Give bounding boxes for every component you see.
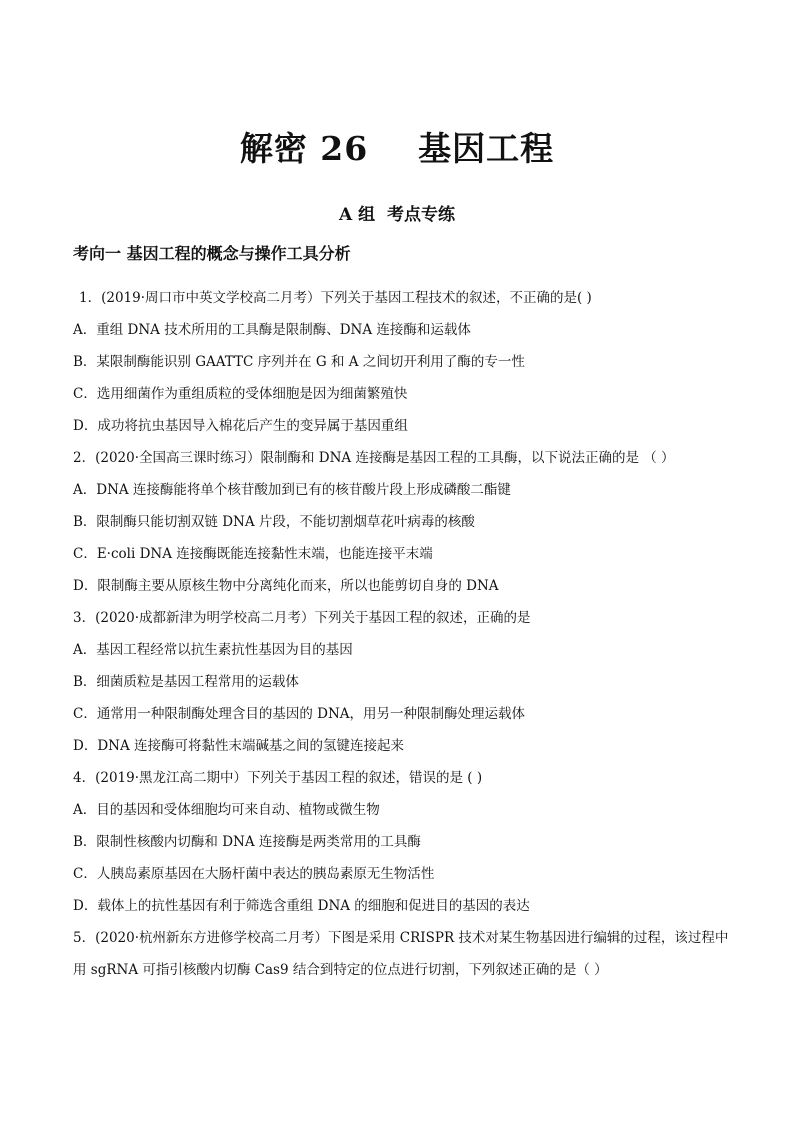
option: C．选用细菌作为重组质粒的受体细胞是因为细菌繁殖快: [73, 386, 408, 402]
group-title: A 组 考点专练: [339, 205, 455, 225]
question-stem: 3．(2020·成都新津为明学校高二月考）下列关于基因工程的叙述，正确的是: [73, 610, 531, 626]
option: C．人胰岛素原基因在大肠杆菌中表达的胰岛素原无生物活性: [73, 866, 435, 882]
question-stem: 1．(2019·周口市中英文学校高二月考）下列关于基因工程技术的叙述，不正确的是( ): [79, 290, 592, 306]
question-stem: 5．(2020·杭州新东方进修学校高二月考）下图是采用 CRISPR 技术对某生物基因进行编辑的过程，该过程中用 sgRNA 可指引核酸内切酶 Cas9 结合到特定的位点进行切割，下列叙述正确的是（ ）: [73, 930, 729, 978]
option: A．基因工程经常以抗生素抗性基因为目的基因: [73, 642, 353, 658]
option: B．限制性核酸内切酶和 DNA 连接酶是两类常用的工具酶: [73, 834, 421, 850]
option: B．某限制酶能识别 GAATTC 序列并在 G 和 A 之间切开利用了酶的专一性: [73, 354, 525, 370]
option: D．限制酶主要从原核生物中分离纯化而来，所以也能剪切自身的 DNA: [73, 578, 499, 594]
option: A．重组 DNA 技术所用的工具酶是限制酶、DNA 连接酶和运载体: [73, 322, 471, 338]
option: A．DNA 连接酶能将单个核苷酸加到已有的核苷酸片段上形成磷酸二酯键: [73, 482, 511, 498]
option: B．限制酶只能切割双链 DNA 片段，不能切割烟草花叶病毒的核酸: [73, 514, 475, 530]
question-list: [73, 282, 733, 986]
option: D．成功将抗虫基因导入棉花后产生的变异属于基因重组: [73, 418, 408, 434]
question-stem: 2．(2020·全国高三课时练习）限制酶和 DNA 连接酶是基因工程的工具酶，以下说法正确的是 （ ）: [73, 450, 675, 466]
page-title: 解密 26 基因工程: [239, 129, 555, 168]
question-stem: 4．(2019·黑龙江高二期中）下列关于基因工程的叙述，错误的是 ( ): [73, 770, 483, 786]
option: B．细菌质粒是基因工程常用的运载体: [73, 674, 299, 690]
option: D．载体上的抗性基因有利于筛选含重组 DNA 的细胞和促进目的基因的表达: [73, 898, 530, 914]
option: C．通常用一种限制酶处理含目的基因的 DNA，用另一种限制酶处理运载体: [73, 706, 526, 722]
option: C．E·coli DNA 连接酶既能连接黏性末端，也能连接平末端: [73, 546, 433, 562]
option: D．DNA 连接酶可将黏性末端碱基之间的氢键连接起来: [73, 738, 404, 754]
option: A．目的基因和受体细胞均可来自动、植物或微生物: [73, 802, 380, 818]
section-title: 考向一 基因工程的概念与操作工具分析: [73, 244, 351, 263]
